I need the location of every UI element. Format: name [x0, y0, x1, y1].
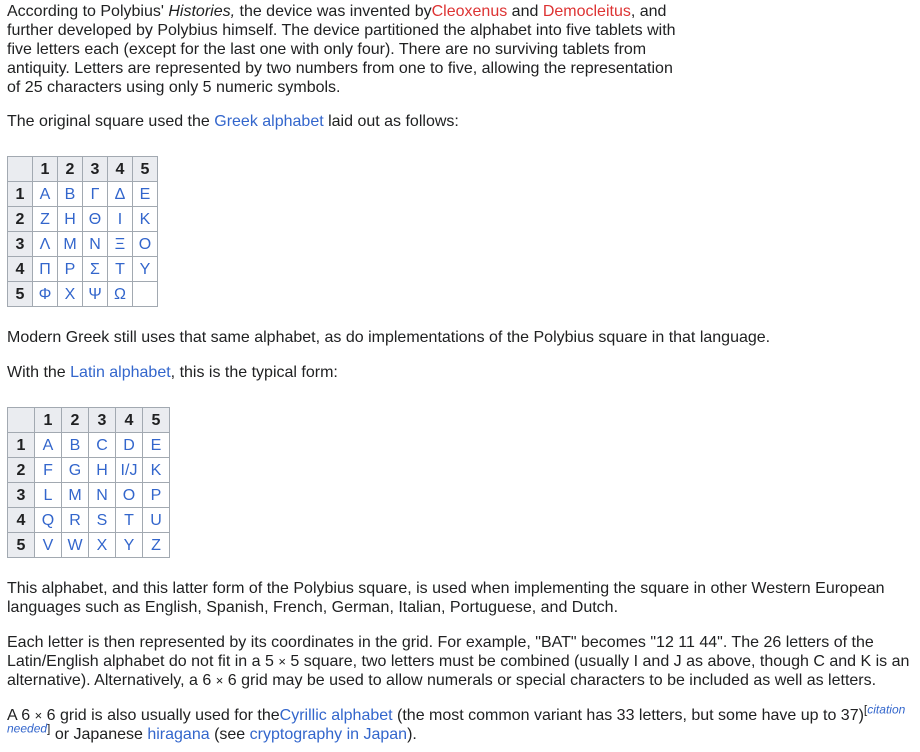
table-row — [8, 207, 158, 232]
cryptography-in-japan-link[interactable]: cryptography in Japan — [249, 726, 408, 743]
times-sign: × — [215, 673, 224, 688]
row-header: 3 — [8, 232, 33, 257]
times-sign: × — [278, 654, 286, 669]
greek-intro-paragraph — [7, 112, 459, 131]
letter-cell[interactable]: U — [143, 508, 170, 533]
cyrillic-alphabet-link[interactable]: Cyrillic alphabet — [279, 707, 393, 724]
letter-cell[interactable]: Θ — [83, 207, 108, 232]
letter-cell[interactable]: Κ — [133, 207, 158, 232]
letter-cell[interactable]: Y — [116, 533, 143, 558]
letter-cell[interactable]: Z — [143, 533, 170, 558]
text: 6 grid is also usually used for the — [42, 707, 280, 724]
letter-cell[interactable]: N — [89, 483, 116, 508]
letter-cell[interactable]: O — [116, 483, 143, 508]
row-header: 1 — [8, 182, 33, 207]
letter-cell[interactable]: Ζ — [33, 207, 58, 232]
letter-cell[interactable]: A — [35, 433, 62, 458]
table-row — [8, 232, 158, 257]
letter-cell[interactable]: I/J — [116, 458, 143, 483]
table-row — [8, 282, 158, 307]
grid-6x6-paragraph — [7, 702, 912, 744]
letter-cell[interactable]: Ν — [83, 232, 108, 257]
letter-cell[interactable]: Τ — [108, 257, 133, 282]
letter-cell[interactable]: T — [116, 508, 143, 533]
letter-cell[interactable]: Ρ — [58, 257, 83, 282]
latin-alphabet-link[interactable]: Latin alphabet — [70, 364, 171, 381]
column-header: 5 — [143, 408, 170, 433]
letter-cell[interactable]: B — [62, 433, 89, 458]
letter-cell[interactable]: L — [35, 483, 62, 508]
cleoxenus-link[interactable]: Cleoxenus — [431, 3, 508, 20]
column-header: 3 — [83, 157, 108, 182]
text: With the — [7, 364, 71, 381]
letter-cell[interactable]: M — [62, 483, 89, 508]
citation-needed-link[interactable]: citation needed — [7, 702, 906, 736]
row-header: 5 — [8, 533, 35, 558]
letter-cell[interactable]: R — [62, 508, 89, 533]
row-header: 3 — [8, 483, 35, 508]
letter-cell[interactable]: Δ — [108, 182, 133, 207]
table-row — [8, 508, 170, 533]
letter-cell[interactable]: P — [143, 483, 170, 508]
row-header: 2 — [8, 458, 35, 483]
table-row — [8, 483, 170, 508]
times-sign: × — [34, 708, 43, 723]
latin-polybius-table — [7, 407, 170, 558]
letter-cell[interactable]: F — [35, 458, 62, 483]
democleitus-link[interactable]: Democleitus — [542, 3, 631, 20]
text: ). — [407, 726, 417, 743]
table-header-row — [8, 408, 170, 433]
letter-cell[interactable]: Ο — [133, 232, 158, 257]
letter-cell[interactable]: V — [35, 533, 62, 558]
latin-intro-paragraph — [7, 363, 338, 382]
text: laid out as follows: — [323, 113, 459, 130]
column-header: 4 — [116, 408, 143, 433]
letter-cell[interactable]: Χ — [58, 282, 83, 307]
text: , this is the typical form: — [170, 364, 338, 381]
corner-cell — [8, 157, 33, 182]
modern-greek-paragraph: Modern Greek still uses that same alphabet, as do implementations of the Polybius square in that language. — [7, 329, 771, 346]
histories-title: Histories, — [168, 3, 236, 20]
column-header: 1 — [33, 157, 58, 182]
letter-cell[interactable]: G — [62, 458, 89, 483]
western-european-paragraph: This alphabet, and this latter form of the Polybius square, is used when implementing the square in other Western European languages such as English, Spanish, French, German, Italian, Portuguese, and Dutch. — [7, 580, 885, 616]
row-header: 4 — [8, 508, 35, 533]
letter-cell[interactable]: Φ — [33, 282, 58, 307]
table-row — [8, 182, 158, 207]
table-row — [8, 533, 170, 558]
letter-cell[interactable]: Π — [33, 257, 58, 282]
letter-cell[interactable]: Σ — [83, 257, 108, 282]
greek-alphabet-link[interactable]: Greek alphabet — [214, 113, 324, 130]
text: A 6 — [7, 707, 35, 724]
letter-cell[interactable]: E — [143, 433, 170, 458]
letter-cell[interactable]: W — [62, 533, 89, 558]
row-header: 2 — [8, 207, 33, 232]
letter-cell[interactable]: Α — [33, 182, 58, 207]
hiragana-link[interactable]: hiragana — [147, 726, 210, 743]
text: The original square used the — [7, 113, 215, 130]
bracket: [ — [863, 702, 868, 717]
coordinates-paragraph — [7, 633, 917, 690]
row-header: 4 — [8, 257, 33, 282]
letter-cell[interactable]: H — [89, 458, 116, 483]
empty-cell — [133, 282, 158, 307]
letter-cell[interactable]: Γ — [83, 182, 108, 207]
text: and — [507, 3, 543, 20]
text: or Japanese — [50, 726, 148, 743]
text: According to Polybius' — [7, 3, 169, 20]
letter-cell[interactable]: Η — [58, 207, 83, 232]
letter-cell[interactable]: X — [89, 533, 116, 558]
text: , and further developed by Polybius himself. The device partitioned the alphabet into five tablets with five letters each (except for the last one with only four). There are no surviving tablets from antiquity. Letters are represented by two numbers from one to five, allowing the representation of 25 characters using only 5 numeric symbols. — [7, 3, 676, 96]
letter-cell[interactable]: Μ — [58, 232, 83, 257]
column-header: 5 — [133, 157, 158, 182]
letter-cell[interactable]: S — [89, 508, 116, 533]
letter-cell[interactable]: K — [143, 458, 170, 483]
column-header: 2 — [62, 408, 89, 433]
table-header-row — [8, 157, 158, 182]
letter-cell[interactable]: Ε — [133, 182, 158, 207]
letter-cell[interactable]: Ξ — [108, 232, 133, 257]
letter-cell[interactable]: Ι — [108, 207, 133, 232]
column-header: 2 — [58, 157, 83, 182]
corner-cell — [8, 408, 35, 433]
letter-cell[interactable]: C — [89, 433, 116, 458]
table-row — [8, 458, 170, 483]
text: the device was invented by — [235, 3, 432, 20]
column-header: 4 — [108, 157, 133, 182]
row-header: 5 — [8, 282, 33, 307]
letter-cell[interactable]: Ω — [108, 282, 133, 307]
intro-paragraph — [7, 2, 687, 97]
text: Each letter is then represented by its coordinates in the grid. For example, "BAT" becomes "12 11 44". The 26 letters of the Latin/English alphabet do not fit in a 5 — [7, 634, 874, 670]
text: (the most common variant has 33 letters, but some have up to 37) — [392, 707, 864, 724]
column-header: 3 — [89, 408, 116, 433]
table-row — [8, 257, 158, 282]
row-header: 1 — [8, 433, 35, 458]
letter-cell[interactable]: Λ — [33, 232, 58, 257]
letter-cell[interactable]: Β — [58, 182, 83, 207]
bracket: ] — [47, 721, 51, 736]
letter-cell[interactable]: Q — [35, 508, 62, 533]
column-header: 1 — [35, 408, 62, 433]
text: (see — [209, 726, 250, 743]
greek-polybius-table — [7, 156, 158, 307]
letter-cell[interactable]: Ψ — [83, 282, 108, 307]
letter-cell[interactable]: Υ — [133, 257, 158, 282]
text: 6 grid may be used to allow numerals or special characters to be included as well as letters. — [223, 672, 877, 689]
text: 5 square, two letters must be combined (usually I and J as above, though C and K is an alternative). Alternatively, a 6 — [7, 653, 910, 689]
letter-cell[interactable]: D — [116, 433, 143, 458]
table-row — [8, 433, 170, 458]
